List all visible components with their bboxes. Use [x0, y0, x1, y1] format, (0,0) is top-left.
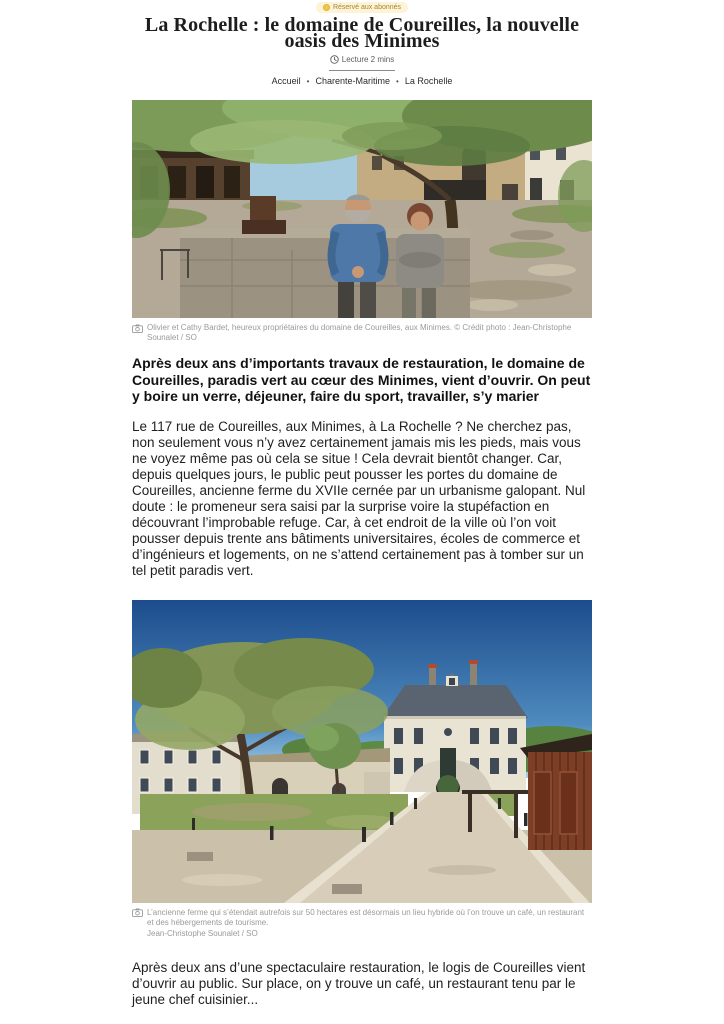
page-title: La Rochelle : le domaine de Coureilles, la nouvelle oasis des Minimes — [144, 14, 580, 52]
article-page — [132, 0, 592, 1008]
photo-caption-1-text: Olivier et Cathy Bardet, heureux propriétaires du domaine de Coureilles, aux Minimes. © Crédit photo : Jean-Christophe Sounalet / SO — [147, 323, 572, 342]
article-photo-2 — [132, 600, 592, 903]
camera-icon — [132, 908, 143, 917]
photo-courtyard-owners-illustration — [132, 100, 592, 318]
reading-time-label: Lecture 2 mins — [341, 55, 395, 64]
subscriber-badge[interactable] — [316, 2, 408, 13]
title-divider — [329, 70, 395, 71]
photo-manor-illustration — [132, 600, 592, 903]
subscriber-badge-label: Réservé aux abonnés — [332, 4, 402, 11]
body-paragraph-2: Après deux ans d’une spectaculaire restauration, le logis de Coureilles vient d’ouvrir au public. Sur place, on y trouve un café, un restaurant tenu par le jeune chef cuisinier... — [132, 959, 586, 1007]
reading-time-row — [132, 55, 592, 64]
breadcrumb-separator: • — [306, 76, 310, 86]
lede-paragraph: Après deux ans d’importants travaux de restauration, le domaine de Coureilles, paradis vert au cœur des Minimes, vient d’ouvrir. On peut y boire un verre, déjeuner, faire du sport, travailler, s’y marier — [132, 355, 591, 404]
breadcrumb-item-charente-maritime[interactable]: Charente-Maritime — [315, 76, 390, 86]
premium-icon — [323, 4, 330, 11]
breadcrumb — [132, 76, 592, 86]
photo-caption-2 — [132, 908, 592, 928]
photo-caption-2-text: L’ancienne ferme qui s’étendait autrefois sur 50 hectares est désormais un lieu hybride où l’on trouve un café, un restaurant et des hébergements de tourisme. — [147, 907, 585, 927]
photo-caption-2-credit: Jean-Christophe Sounalet / SO — [147, 928, 258, 938]
breadcrumb-separator: • — [396, 76, 399, 86]
photo-caption-1 — [132, 323, 592, 343]
clock-icon — [330, 55, 339, 64]
body-paragraph-1: Le 117 rue de Coureilles, aux Minimes, à La Rochelle ? Ne cherchez pas, non seulement vous n’y avez certainement jamais mis les pieds, mais vous ne voyez même pas où cela se situe ! Cela devrait bientôt changer. Car, depuis quelques jours, le public peut pousser les portes du domaine de Coureilles, ancienne ferme du XVIIe cernée par un urbanisme galopant. Nul doute : le promeneur sera saisi par la surprise voire la stupéfaction en découvrant l’improbable refuge. Car, à cet endroit de la ville où l’on voit pousser depuis trente ans bâtiments universitaires, écoles de commerce et d’ingénieurs et logements, on ne s’attend certainement pas à tomber sur un tel petit paradis vert. — [132, 418, 586, 578]
article-photo-1 — [132, 100, 592, 318]
breadcrumb-item-la-rochelle[interactable]: La Rochelle — [404, 76, 453, 86]
breadcrumb-item-accueil[interactable]: Accueil — [271, 76, 301, 86]
camera-icon — [132, 324, 143, 333]
